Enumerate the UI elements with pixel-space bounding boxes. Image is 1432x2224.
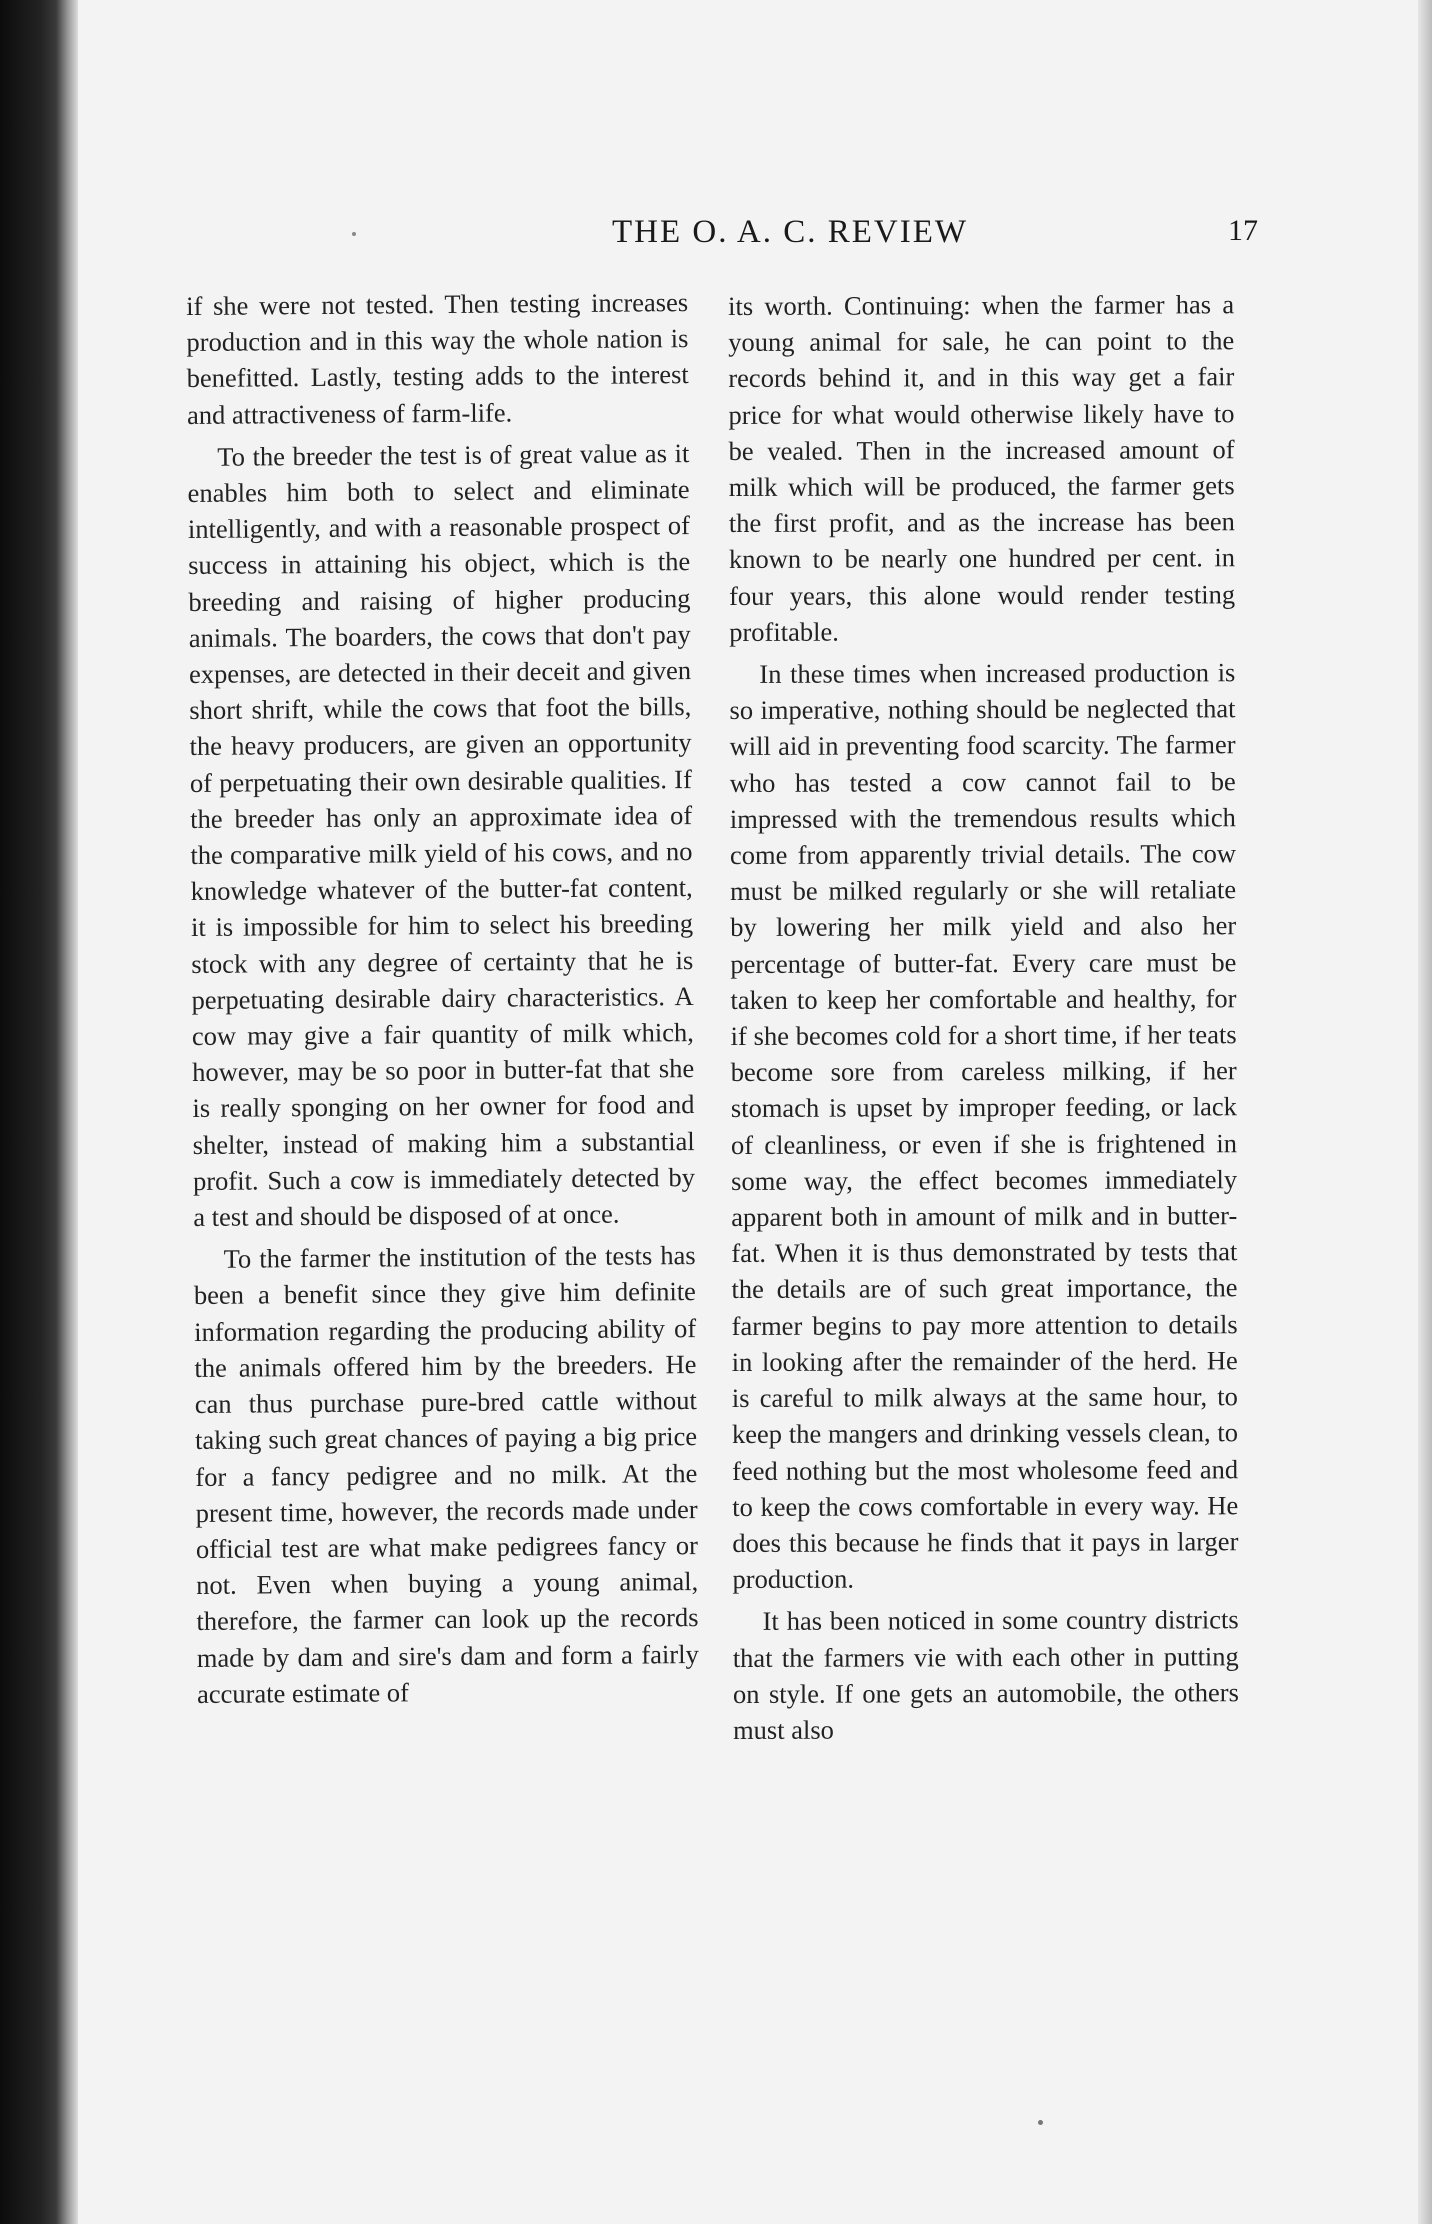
paragraph: To the farmer the institution of the tests has been a benefit since they give him definite information regarding the producing ability of the animals offered him by the breeders. He can thus purchase pure-bred cattle without taking such great chances of paying a big price for a fancy pedigree and no milk. At the present time, however, the records made under official test are what make pedigrees fancy or not. Even when buying a young animal, therefore, the farmer can look up the records made by dam and sire's dam and form a fairly accurate estimate of xyxy=(193,1240,699,1709)
paragraph: It has been noticed in some country districts that the farmers vie with each other in putting on style. If one gets an automobile, the others must also xyxy=(732,1604,1239,1745)
book-page xyxy=(78,0,1432,2224)
left-column xyxy=(186,284,699,1718)
page-edge xyxy=(1418,0,1432,2224)
paragraph: To the breeder the test is of great value as it enables him both to select and eliminate intelligently, and with a reasonable prospect of success in attaining his object, which is the breeding and raising of higher producing animals. The boarders, the cows that don't pay expenses, are detected in their deceit and given short shrift, while the cows that foot the bills, the heavy producers, are given an opportunity of perpetuating their own desirable qualities. If the breeder has only an approximate idea of the comparative milk yield of his cows, and no knowledge whatever of the butter-fat content, it is impossible for him to select his breeding stock with any degree of certainty that he is perpetuating desirable dairy characteristics. A cow may give a fair quantity of milk which, however, may be so poor in butter-fat that she is really sponging on her owner for food and shelter, instead of making him a substantial profit. Such a cow is immediately detected by a test and should be disposed of at once. xyxy=(187,437,696,1233)
running-title: THE O. A. C. REVIEW xyxy=(611,214,969,250)
scan-speck xyxy=(352,232,356,236)
paragraph: In these times when increased production is so imperative, nothing should be neglected that will aid in preventing food scarcity. The farmer who has tested a cow cannot fail to be impressed with the tremendous results which come from apparently trivial details. The cow must be milked regularly or she will retaliate by lowering her milk yield and also her percentage of butter-fat. Every care must be taken to keep her comfortable and healthy, for if she becomes cold for a short time, if her teats become sore from careless milking, if her stomach is upset by improper feeding, or lack of cleanliness, or even if she is frightened in some way, the effect becomes immediately apparent both in amount of milk and in butter-fat. When it is thus demonstrated by tests that the details are of such great importance, the farmer begins to pay more attention to details in looking after the remainder of the herd. He is careful to milk always at the same hour, to keep the mangers and drinking vessels clean, to feed nothing but the most wholesome feed and to keep the cows comfortable in every way. He does this because he finds that it pays in larger production. xyxy=(729,657,1239,1595)
paragraph: its worth. Continuing: when the farmer has a young animal for sale, he can point to the records behind it, and in this way get a fair price for what would otherwise likely have to be vealed. Then in the increased amount of milk which will be produced, the farmer gets the first profit, and as the increase has been known to be nearly one hundred per cent. in four years, this alone would render testing profitable. xyxy=(728,289,1236,647)
paragraph: if she were not tested. Then testing increases production and in this way the whole nation is benefitted. Lastly, testing adds to the interest and attractiveness of farm-life. xyxy=(186,287,689,430)
book-spine-shadow xyxy=(0,0,78,2224)
page-number: 17 xyxy=(1228,214,1258,247)
page-header xyxy=(78,214,1432,258)
scan-speck xyxy=(1038,2120,1043,2125)
right-column xyxy=(728,286,1239,1754)
